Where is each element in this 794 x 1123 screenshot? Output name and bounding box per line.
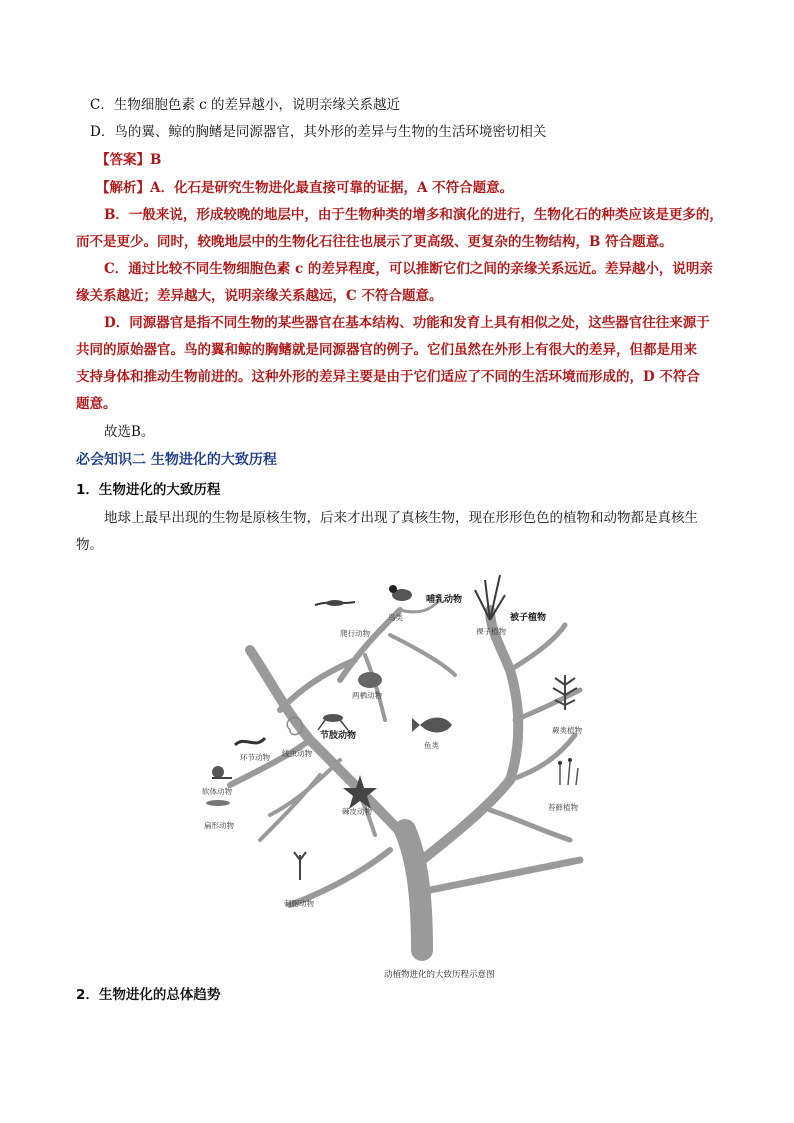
analysis-d-line4: 题意。 (76, 396, 117, 412)
label-arthropod: 节肢动物 (320, 731, 357, 741)
label-cnidarian: 刺胞动物 (284, 899, 314, 908)
flatworm-icon (206, 800, 230, 806)
label-fern: 蕨类植物 (552, 726, 582, 735)
label-echinoderm: 棘皮动物 (342, 807, 372, 816)
bird-head-icon (389, 585, 397, 593)
moss-capsule-icon (558, 761, 562, 765)
heading-1: 1．生物进化的大致历程 (76, 482, 221, 498)
fish-icon (412, 718, 452, 733)
label-fish: 鱼类 (424, 741, 439, 750)
frog-icon (358, 672, 382, 688)
label-moss: 苔藓植物 (548, 803, 578, 812)
label-amphibian: 两栖动物 (352, 691, 382, 700)
figure-caption: 动植物进化的大致历程示意图 (384, 970, 495, 980)
evolution-tree-graphic (190, 560, 610, 980)
label-nematode: 线虫动物 (282, 749, 312, 758)
analysis-d-line1: D．同源器官是指不同生物的某些器官在基本结构、功能和发育上具有相似之处，这些器官往往来源于 (104, 315, 710, 331)
analysis-b-line1: B．一般来说，形成较晚的地层中，由于生物种类的增多和演化的进行，生物化石的种类应该是更多的， (104, 207, 723, 223)
answer-label: 【答案】B (96, 152, 162, 168)
option-c: C．生物细胞色素 c 的差异越小，说明亲缘关系越近 (90, 97, 400, 113)
label-flatworm: 扁形动物 (204, 821, 234, 830)
analysis-d-line3: 支持身体和推动生物前进的。这种外形的差异主要是由于它们适应了不同的生活环境而形成的，D 不符合 (76, 369, 700, 385)
label-bird: 鸟类 (388, 613, 403, 622)
snail-icon (212, 766, 224, 778)
gymnosperm-icon (475, 575, 505, 620)
conclusion: 故选B。 (104, 424, 155, 440)
moss-icon (560, 762, 578, 785)
label-reptile: 爬行动物 (340, 629, 370, 638)
analysis-a: 【解析】A．化石是研究生物进化最直接可靠的证据，A 不符合题意。 (96, 180, 514, 196)
label-mollusk: 软体动物 (202, 787, 232, 796)
label-annelid: 环节动物 (240, 753, 270, 762)
analysis-c-line2: 缘关系越近；差异越大，说明亲缘关系越远，C 不符合题意。 (76, 288, 443, 304)
paragraph-1-line1: 地球上最早出现的生物是原核生物，后来才出现了真核生物，现在形形色色的植物和动物都是真核生 (104, 510, 698, 526)
analysis-c-line1: C．通过比较不同生物细胞色素 c 的差异程度，可以推断它们之间的亲缘关系远近。差异越小，说明亲 (104, 261, 713, 277)
lizard-body-icon (326, 600, 344, 606)
moss-capsule-icon-2 (568, 758, 572, 762)
annelid-icon (235, 738, 265, 745)
evolution-tree-figure (190, 560, 610, 980)
label-gymnosperm: 裸子植物 (476, 627, 506, 636)
label-mammal: 哺乳动物 (426, 595, 463, 605)
paragraph-1-line2: 物。 (76, 537, 103, 553)
heading-2: 2．生物进化的总体趋势 (76, 987, 221, 1003)
option-d: D．鸟的翼、鲸的胸鳍是同源器官，其外形的差异与生物的生活环境密切相关 (90, 124, 547, 140)
analysis-b-line2: 而不是更少。同时，较晚地层中的生物化石往往也展示了更高级、更复杂的生物结构，B 符合题意。 (76, 234, 673, 250)
hydra-icon (294, 852, 306, 880)
analysis-d-line2: 共同的原始器官。鸟的翼和鲸的胸鳍就是同源器官的例子。它们虽然在外形上有很大的差异，但都是用来 (76, 342, 697, 358)
section-title: 必会知识二 生物进化的大致历程 (76, 452, 277, 468)
label-angiosperm: 被子植物 (510, 613, 547, 623)
